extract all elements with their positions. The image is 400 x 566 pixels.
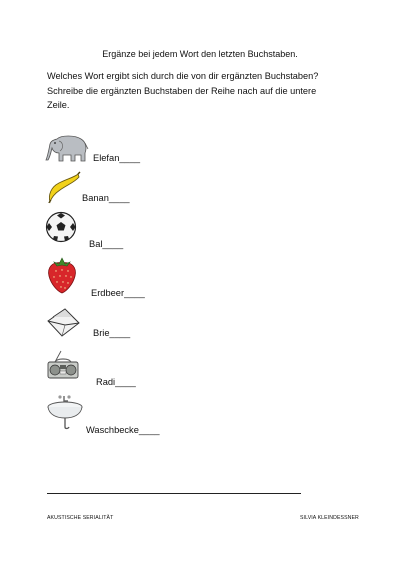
radio-icon [45, 348, 81, 382]
elephant-icon [45, 133, 90, 163]
answer-line[interactable] [47, 493, 301, 494]
envelope-icon [45, 305, 81, 339]
instructions [47, 69, 367, 113]
word-item-3: Bal____ [89, 239, 124, 249]
instruction-line-1: Welches Wort ergibt sich durch die von dir ergänzten Buchstaben? [47, 71, 319, 81]
word-item-7: Waschbecke____ [86, 425, 160, 435]
instruction-line-2: Schreibe die ergänzten Buchstaben der Reihe nach auf die untere [47, 85, 317, 96]
banana-icon [45, 171, 81, 205]
word-item-4: Erdbeer____ [91, 288, 145, 298]
instruction-line-3: Zeile. [47, 100, 70, 110]
word-item-2: Banan____ [82, 193, 130, 203]
page-title: Ergänze bei jedem Wort den letzten Buchstaben. [102, 49, 298, 59]
footer-left: AKUSTISCHE SERIALITÄT [47, 515, 114, 521]
word-item-5: Brie____ [93, 328, 131, 338]
word-item-6: Radi____ [96, 377, 136, 387]
strawberry-icon [46, 256, 78, 294]
footer-right: SILVIA KLEINDESSNER [300, 515, 359, 521]
washbasin-icon [45, 393, 85, 431]
soccer-ball-icon [45, 211, 77, 243]
word-item-1: Elefan____ [93, 153, 141, 163]
